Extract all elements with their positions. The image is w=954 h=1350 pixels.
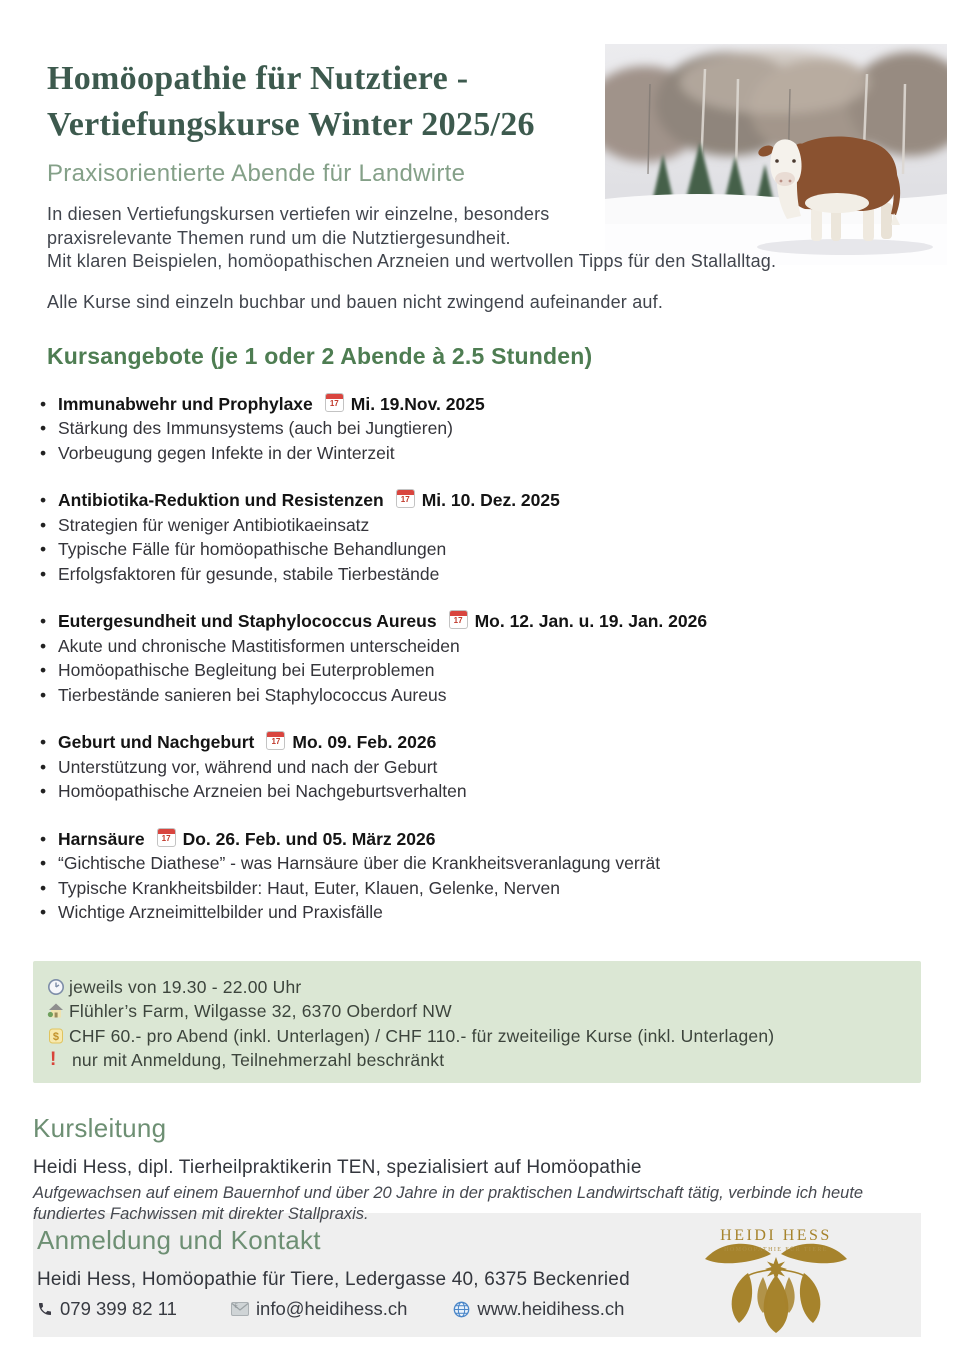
course-title-row [40,827,954,852]
phone-number: 079 399 82 11 [60,1298,177,1319]
course-item: • “Gichtische Diathese” - was Harnsäure über die Krankheitsveranlagung verrät [40,851,954,876]
calendar-icon: 17 [157,828,176,847]
globe-icon [453,1301,470,1318]
course-item: • Homöopathische Begleitung bei Euterproblemen [40,658,954,683]
course-item: • Stärkung des Immunsystems (auch bei Jungtieren) [40,416,954,441]
courses-heading: Kursangebote (je 1 oder 2 Abende à 2.5 Stunden) [47,342,593,369]
clock-icon [47,978,69,996]
bullet-icon: • [40,684,47,705]
bullet-icon: • [40,563,47,584]
bullet-icon: • [40,828,47,849]
course-title: Geburt und Nachgeburt [58,732,255,752]
course-block-harnsaeure [40,827,954,925]
course-item: • Erfolgsfaktoren für gesunde, stabile Tierbestände [40,562,954,587]
svg-text:$: $ [52,1030,60,1043]
course-item: • Typische Krankheitsbilder: Haut, Euter, Klauen, Gelenke, Nerven [40,876,954,901]
course-title: Immunabwehr und Prophylaxe [58,393,313,414]
calendar-icon: 17 [325,393,344,412]
course-date: Mo. 12. Jan. u. 19. Jan. 2026 [474,611,708,631]
calendar-icon: 17 [266,731,285,750]
bio-line: Aufgewachsen auf einem Bauernhof und über 20 Jahre in der praktischen Landwirtschaft tätig, verbinde ich heute [33,1183,864,1202]
course-item: • Vorbeugung gegen Infekte in der Winterzeit [40,441,954,466]
course-block-immunabwehr [40,392,954,466]
course-date: Do. 26. Feb. und 05. März 2026 [182,828,436,849]
course-date: Mo. 09. Feb. 2026 [292,732,437,752]
bullet-icon: • [40,756,47,777]
email-contact[interactable] [231,1298,407,1320]
house-icon [47,1002,69,1020]
header [0,0,954,313]
booking-note: Alle Kurse sind einzeln buchbar und bauen nicht zwingend aufeinander auf. [47,291,664,312]
bullet-icon: • [40,539,47,559]
kursleitung-section [33,1113,954,1226]
bullet-icon: • [40,490,47,510]
bullet-icon: • [40,442,47,463]
course-date: Mi. 19.Nov. 2025 [350,393,485,414]
info-restriction-row [47,1048,921,1073]
page-title [47,56,954,148]
bullet-icon: • [40,514,47,535]
email-icon [231,1302,249,1316]
course-title: Harnsäure [58,828,145,849]
course-info-box [33,961,921,1083]
logo-tagline: HOMÖOPATHIE FÜR TIERE [724,1247,828,1253]
course-item: • Tierbestände sanieren bei Staphylococcus Aureus [40,683,954,708]
bio-line: fundiertes Fachwissen mit direkter Stallpraxis. [33,1205,369,1223]
info-price-row [47,1024,921,1049]
email-address: info@heidihess.ch [255,1298,408,1319]
course-list [40,392,954,925]
course-title-row [40,392,954,417]
course-item: • Wichtige Arzneimittelbilder und Praxisfälle [40,900,954,925]
title-line-2: Vertiefungskurse Winter 2025/26 [47,106,535,143]
course-item: • Homöopathische Arzneien bei Nachgeburtsverhalten [40,779,954,804]
contact-footer [33,1213,921,1337]
course-block-antibiotika [40,488,954,586]
course-block-eutergesundheit [40,609,954,707]
bullet-icon: • [40,393,47,414]
intro-line: praxisrelevante Themen rund um die Nutztiergesundheit. [47,227,511,248]
bullet-icon: • [40,781,47,801]
bullet-icon: • [40,877,47,898]
course-title-row [40,488,954,513]
course-title-row [40,609,954,634]
bullet-icon: • [40,732,47,752]
course-title: Antibiotika-Reduktion und Resistenzen [58,490,384,510]
intro-line: In diesen Vertiefungskursen vertiefen wir einzelne, besonders [47,204,550,224]
bullet-icon: • [40,418,47,438]
website-contact[interactable] [453,1298,624,1320]
info-price-text: CHF 60.- pro Abend (inkl. Unterlagen) / CHF 110.- für zweiteilige Kurse (inkl. Unterlagen) [69,1025,775,1046]
heidi-hess-logo [691,1225,861,1337]
info-restriction-text: nur mit Anmeldung, Teilnehmerzahl beschränkt [72,1050,445,1070]
intro-paragraph [47,203,954,274]
intro-line: Mit klaren Beispielen, homöopathischen Arzneien und wertvollen Tipps für den Stallalltag. [47,251,777,271]
kursleitung-heading: Kursleitung [33,1112,167,1143]
bullet-icon: • [40,611,47,631]
calendar-icon: 17 [449,610,468,629]
contact-address: Heidi Hess, Homöopathie für Tiere, Ledergasse 40, 6375 Beckenried [37,1269,630,1290]
page-subtitle: Praxisorientierte Abende für Landwirte [47,160,466,187]
contact-heading: Anmeldung und Kontakt [37,1225,321,1255]
course-title: Eutergesundheit und Staphylococcus Aureus [58,611,437,631]
bullet-icon: • [40,635,47,656]
bullet-icon: • [40,853,47,873]
course-item: • Akute und chronische Mastitisformen unterscheiden [40,634,954,659]
course-date: Mi. 10. Dez. 2025 [421,490,560,510]
phone-icon [37,1301,53,1317]
website-url: www.heidihess.ch [477,1298,625,1319]
svg-text:E: E [234,1303,238,1310]
course-block-geburt [40,730,954,804]
bullet-icon: • [40,902,47,922]
kursleitung-line: Heidi Hess, dipl. Tierheilpraktikerin TEN, spezialisiert auf Homöopathie [33,1156,642,1178]
kursleitung-bio [33,1183,954,1226]
money-icon [47,1027,69,1045]
info-time-text: jeweils von 19.30 - 22.00 Uhr [69,976,302,997]
course-item: • Unterstützung vor, während und nach der Geburt [40,755,954,780]
exclamation-icon: ! [50,1049,57,1070]
title-line-1: Homöopathie für Nutztiere - [47,60,469,97]
course-item: • Strategien für weniger Antibiotikaeinsatz [40,513,954,538]
info-location-text: Flühler’s Farm, Wilgasse 32, 6370 Oberdorf NW [69,1001,452,1021]
info-time-row [47,975,921,1000]
course-title-row [40,730,954,755]
phone-contact[interactable] [37,1298,177,1320]
bullet-icon: • [40,660,47,680]
info-location-row [47,999,921,1024]
calendar-icon: 17 [396,489,415,508]
course-item: • Typische Fälle für homöopathische Behandlungen [40,537,954,562]
logo-name: HEIDI HESS [720,1227,832,1244]
